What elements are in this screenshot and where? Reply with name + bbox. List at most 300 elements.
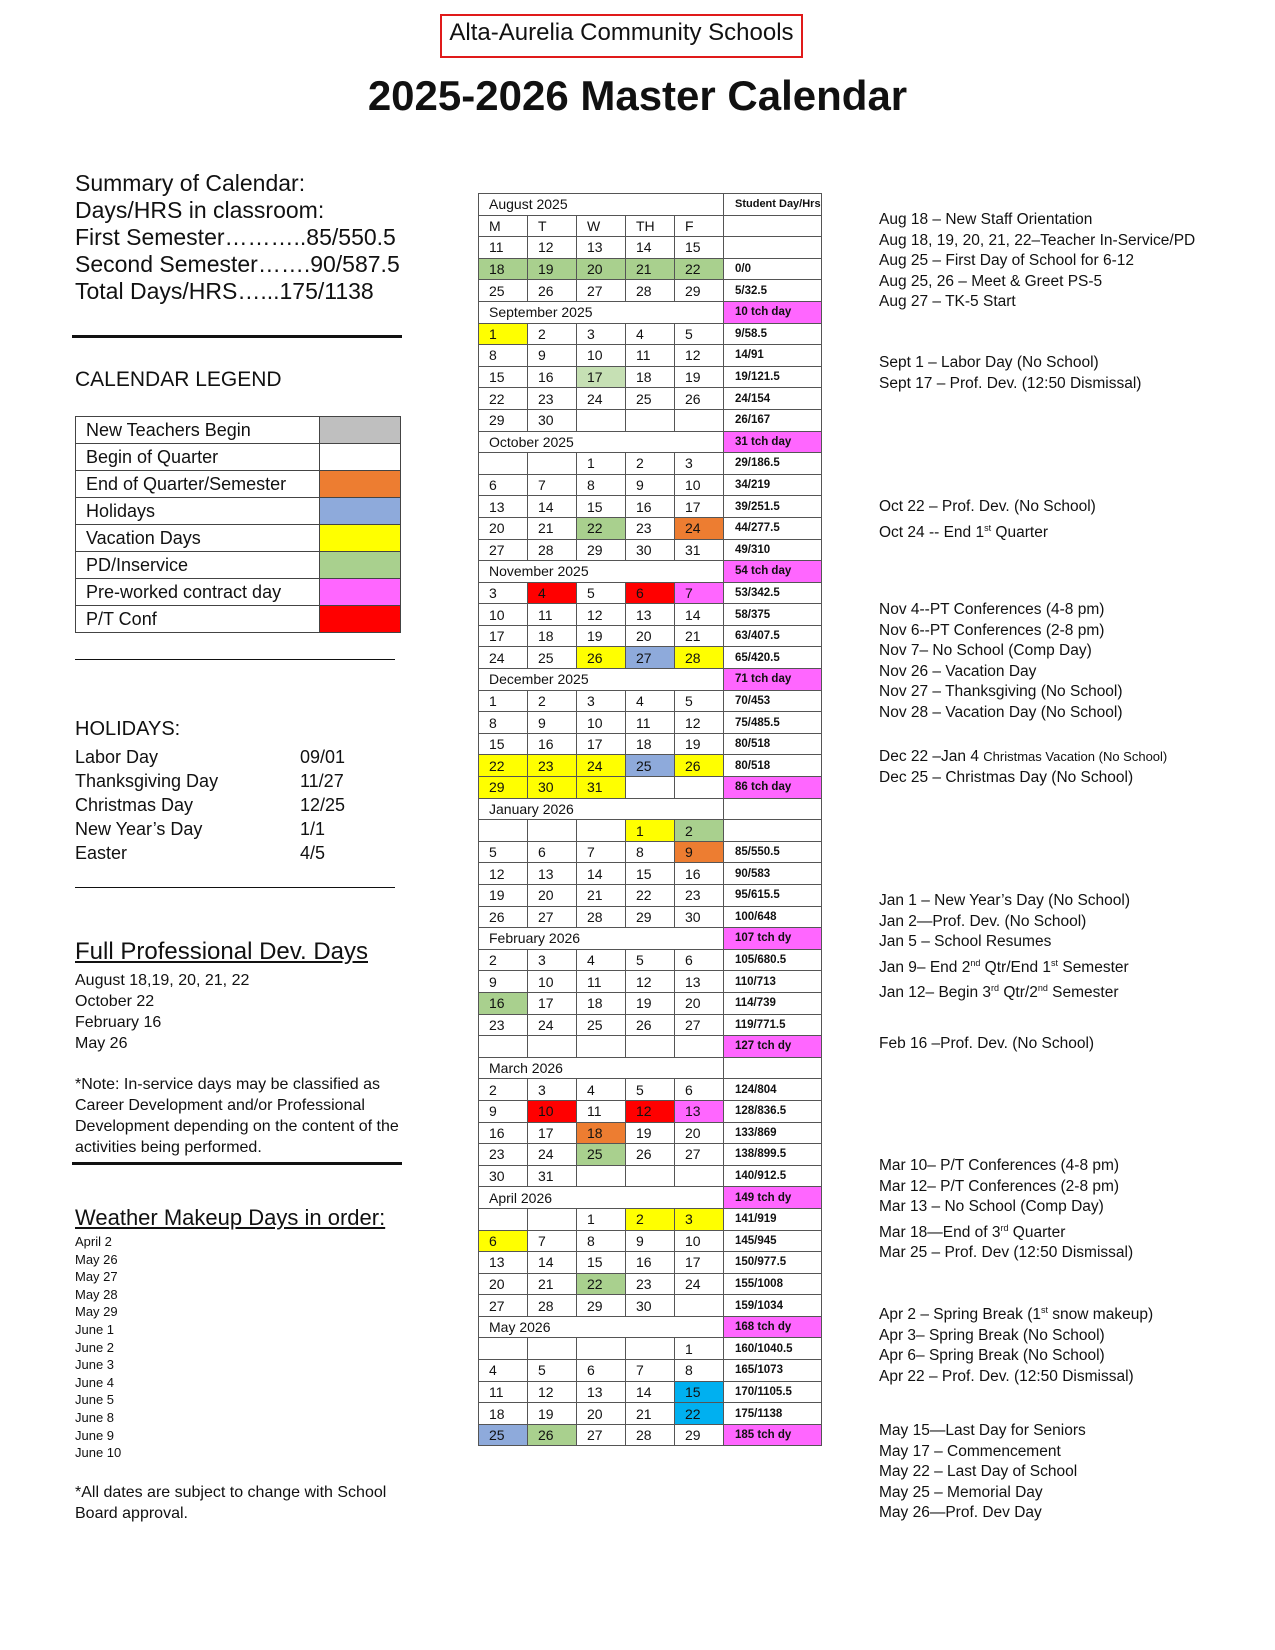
day-cell: 25 <box>479 1424 528 1446</box>
event-block <box>879 210 1195 313</box>
legend-title: CALENDAR LEGEND <box>75 368 282 391</box>
day-cell: 9 <box>626 1230 675 1252</box>
day-cell: 27 <box>675 1014 724 1036</box>
day-cell: 24 <box>479 647 528 669</box>
day-cell: 12 <box>528 1381 577 1403</box>
day-cell: 17 <box>577 733 626 755</box>
event-line: Mar 13 – No School (Comp Day) <box>879 1198 1104 1215</box>
day-cell: 20 <box>626 625 675 647</box>
day-cell <box>675 1165 724 1187</box>
event-block <box>879 1034 1094 1055</box>
summary-line: Total Days/HRS…...175/1138 <box>75 278 374 304</box>
day-cell: 2 <box>626 1208 675 1230</box>
week-row <box>479 582 822 604</box>
day-cell: 16 <box>675 863 724 885</box>
week-row <box>479 323 822 345</box>
day-cell: 28 <box>528 1295 577 1317</box>
event-block <box>879 1300 1153 1387</box>
week-row <box>479 690 822 712</box>
day-cell: 1 <box>626 820 675 842</box>
day-cell <box>528 453 577 475</box>
holiday-date: 4/5 <box>300 843 326 863</box>
day-cell: 27 <box>528 906 577 928</box>
student-day-hrs: 80/518 <box>724 755 822 777</box>
event-line: Sept 1 – Labor Day (No School) <box>879 354 1099 371</box>
week-row <box>479 1144 822 1166</box>
day-cell: 27 <box>479 539 528 561</box>
day-cell: 13 <box>626 604 675 626</box>
day-cell: 18 <box>577 1122 626 1144</box>
legend-swatch <box>320 444 401 471</box>
weather-day: May 27 <box>75 1269 118 1285</box>
event-line: May 25 – Memorial Day <box>879 1483 1043 1501</box>
month-header-row <box>479 194 822 216</box>
student-day-hrs <box>724 1057 822 1079</box>
day-cell: 1 <box>479 690 528 712</box>
day-cell: 22 <box>479 755 528 777</box>
week-row <box>479 971 822 993</box>
day-cell: 13 <box>577 237 626 259</box>
student-day-hrs: 26/167 <box>724 409 822 431</box>
day-cell <box>675 777 724 799</box>
legend-swatch <box>320 606 401 633</box>
day-cell: 11 <box>626 345 675 367</box>
holiday-row <box>75 817 405 841</box>
day-cell: 15 <box>479 366 528 388</box>
day-cell: 1 <box>577 453 626 475</box>
student-day-hrs: 24/154 <box>724 388 822 410</box>
day-cell: 23 <box>528 388 577 410</box>
day-cell: 9 <box>479 1100 528 1122</box>
day-cell: 18 <box>528 625 577 647</box>
student-day-hrs: 34/219 <box>724 474 822 496</box>
day-cell <box>577 409 626 431</box>
day-cell: 16 <box>626 1252 675 1274</box>
holiday-name: Thanksgiving Day <box>75 771 219 791</box>
student-day-hrs: 86 tch day <box>724 777 822 799</box>
event-line: Aug 25, 26 – Meet & Greet PS-5 <box>879 272 1103 290</box>
day-cell: 20 <box>479 1273 528 1295</box>
day-cell: 24 <box>675 517 724 539</box>
day-cell: 29 <box>626 906 675 928</box>
week-row <box>479 885 822 907</box>
day-cell: 4 <box>626 690 675 712</box>
day-cell: 17 <box>528 992 577 1014</box>
student-day-hrs: 70/453 <box>724 690 822 712</box>
day-cell: 24 <box>528 1014 577 1036</box>
month-header-row <box>479 1187 822 1209</box>
week-row <box>479 949 822 971</box>
day-cell: 5 <box>479 841 528 863</box>
month-header-row <box>479 928 822 950</box>
day-cell: 28 <box>626 1424 675 1446</box>
day-cell: 5 <box>528 1360 577 1382</box>
legend-swatch <box>320 525 401 552</box>
legend-swatch <box>320 417 401 444</box>
summary-line: First Semester………..85/550.5 <box>75 224 396 250</box>
student-day-hrs: 170/1105.5 <box>724 1381 822 1403</box>
day-cell <box>479 453 528 475</box>
day-cell: 19 <box>479 885 528 907</box>
week-row <box>479 604 822 626</box>
week-row <box>479 366 822 388</box>
student-day-hrs <box>724 798 822 820</box>
event-line: Jan 12– Begin 3rd Qtr/2nd Semester <box>879 983 1119 1002</box>
day-cell: 10 <box>675 1230 724 1252</box>
weather-day: May 26 <box>75 1251 118 1267</box>
day-cell: 18 <box>626 733 675 755</box>
day-cell <box>675 1036 724 1058</box>
month-label: April 2026 <box>479 1187 724 1209</box>
student-day-hrs: 127 tch dy <box>724 1036 822 1058</box>
day-cell: 25 <box>577 1014 626 1036</box>
day-cell: 21 <box>528 1273 577 1295</box>
holidays-title: HOLIDAYS: <box>75 718 181 740</box>
day-cell: 15 <box>675 237 724 259</box>
week-row <box>479 1122 822 1144</box>
day-cell <box>528 820 577 842</box>
holiday-date: 1/1 <box>300 819 326 839</box>
student-day-hrs: 124/804 <box>724 1079 822 1101</box>
month-label: October 2025 <box>479 431 724 453</box>
day-cell: 4 <box>577 1079 626 1101</box>
day-cell: 9 <box>675 841 724 863</box>
day-cell <box>479 1338 528 1360</box>
day-cell: 9 <box>479 971 528 993</box>
day-cell: 4 <box>528 582 577 604</box>
day-cell: 19 <box>528 258 577 280</box>
event-line: Mar 10– P/T Conferences (4-8 pm) <box>879 1157 1120 1174</box>
day-cell: 15 <box>626 863 675 885</box>
event-block <box>879 1156 1133 1264</box>
month-header-row <box>479 431 822 453</box>
event-line: Jan 9– End 2nd Qtr/End 1st Semester <box>879 957 1129 976</box>
event-line: Oct 22 – Prof. Dev. (No School) <box>879 498 1096 515</box>
day-cell: 30 <box>528 777 577 799</box>
event-line: Mar 18—End of 3rd Quarter <box>879 1222 1066 1241</box>
event-line: Aug 18, 19, 20, 21, 22–Teacher In-Service/PD <box>879 231 1196 249</box>
day-cell: 23 <box>675 885 724 907</box>
day-cell: 24 <box>577 755 626 777</box>
day-cell: 24 <box>528 1144 577 1166</box>
day-cell: 3 <box>675 453 724 475</box>
day-cell: 19 <box>675 733 724 755</box>
event-line: Mar 25 – Prof. Dev (12:50 Dismissal) <box>879 1244 1134 1262</box>
day-cell: 11 <box>479 1381 528 1403</box>
day-cell: 3 <box>577 690 626 712</box>
student-day-hrs: 114/739 <box>724 992 822 1014</box>
weather-day: June 8 <box>75 1409 115 1425</box>
divider <box>72 335 402 338</box>
holiday-name: New Year’s Day <box>75 819 203 839</box>
day-cell: 1 <box>479 323 528 345</box>
legend-label: New Teachers Begin <box>76 417 320 444</box>
day-cell: 29 <box>675 280 724 302</box>
day-cell <box>479 1208 528 1230</box>
weather-makeup-title: Weather Makeup Days in order: <box>75 1205 386 1230</box>
event-line: Apr 6– Spring Break (No School) <box>879 1347 1105 1365</box>
day-cell: 19 <box>528 1403 577 1425</box>
day-cell: 22 <box>626 885 675 907</box>
student-day-hrs: 53/342.5 <box>724 582 822 604</box>
student-day-hrs: 133/869 <box>724 1122 822 1144</box>
holiday-date: 11/27 <box>300 771 344 791</box>
week-row <box>479 777 822 799</box>
week-row <box>479 517 822 539</box>
event-line: Mar 12– P/T Conferences (2-8 pm) <box>879 1177 1120 1195</box>
day-cell: 11 <box>577 971 626 993</box>
event-line: Aug 18 – New Staff Orientation <box>879 211 1093 228</box>
day-cell: 21 <box>626 258 675 280</box>
master-calendar-table <box>478 193 822 1446</box>
day-cell: 25 <box>626 755 675 777</box>
week-row <box>479 258 822 280</box>
day-cell: 4 <box>577 949 626 971</box>
day-cell <box>675 409 724 431</box>
student-day-hrs: 107 tch dy <box>724 928 822 950</box>
day-cell: 22 <box>479 388 528 410</box>
day-cell: 18 <box>626 366 675 388</box>
week-row <box>479 539 822 561</box>
day-cell: 25 <box>479 280 528 302</box>
day-cell: 12 <box>626 971 675 993</box>
pd-note: *Note: In-service days may be classified as Career Development and/or Professional Development depending on the content of the activities being performed. <box>75 1076 399 1156</box>
legend-swatch <box>320 471 401 498</box>
day-cell: 15 <box>577 1252 626 1274</box>
event-line: Jan 1 – New Year’s Day (No School) <box>879 892 1131 909</box>
day-cell: 12 <box>675 345 724 367</box>
day-cell: 6 <box>626 582 675 604</box>
month-label: August 2025 <box>479 194 724 216</box>
student-day-hrs: 145/945 <box>724 1230 822 1252</box>
month-label: September 2025 <box>479 301 724 323</box>
event-line: Nov 26 – Vacation Day <box>879 662 1037 680</box>
day-cell: 20 <box>675 992 724 1014</box>
student-day-hrs: 141/919 <box>724 1208 822 1230</box>
month-label: May 2026 <box>479 1316 724 1338</box>
week-row <box>479 409 822 431</box>
month-header-row <box>479 669 822 691</box>
day-cell: 6 <box>528 841 577 863</box>
day-cell: 2 <box>528 690 577 712</box>
day-cell: 29 <box>675 1424 724 1446</box>
day-cell: 19 <box>626 1122 675 1144</box>
day-cell: T <box>528 215 577 237</box>
day-cell: 13 <box>675 971 724 993</box>
day-cell: 23 <box>479 1144 528 1166</box>
day-cell: 2 <box>626 453 675 475</box>
day-cell: 10 <box>528 971 577 993</box>
event-line: Aug 27 – TK-5 Start <box>879 293 1016 310</box>
legend-table <box>75 416 401 633</box>
day-cell: 17 <box>528 1122 577 1144</box>
holiday-name: Christmas Day <box>75 795 194 815</box>
day-cell: 13 <box>675 1100 724 1122</box>
student-day-hrs: 185 tch dy <box>724 1424 822 1446</box>
day-cell: 14 <box>675 604 724 626</box>
page-title: 2025-2026 Master Calendar <box>367 72 908 119</box>
student-day-hrs: 105/680.5 <box>724 949 822 971</box>
event-line: Nov 7– No School (Comp Day) <box>879 642 1092 659</box>
day-cell: 11 <box>528 604 577 626</box>
event-line: Jan 2—Prof. Dev. (No School) <box>879 912 1087 930</box>
student-day-hrs: 63/407.5 <box>724 625 822 647</box>
student-day-hrs: 160/1040.5 <box>724 1338 822 1360</box>
event-line: Apr 2 – Spring Break (1st snow makeup) <box>879 1305 1154 1324</box>
day-cell: 30 <box>675 906 724 928</box>
month-label: February 2026 <box>479 928 724 950</box>
day-cell: 4 <box>479 1360 528 1382</box>
week-row <box>479 1403 822 1425</box>
event-line: May 26—Prof. Dev Day <box>879 1504 1042 1521</box>
day-cell: 14 <box>626 237 675 259</box>
student-day-hrs: 10 tch day <box>724 301 822 323</box>
day-cell: 13 <box>479 1252 528 1274</box>
day-cell: 29 <box>577 1295 626 1317</box>
event-line: Nov 6--PT Conferences (2-8 pm) <box>879 621 1105 639</box>
week-row <box>479 841 822 863</box>
day-cell: 19 <box>675 366 724 388</box>
event-line: Sept 17 – Prof. Dev. (12:50 Dismissal) <box>879 374 1142 392</box>
day-cell: 12 <box>675 712 724 734</box>
weather-day: June 1 <box>75 1321 115 1337</box>
event-line: May 17 – Commencement <box>879 1442 1061 1460</box>
day-cell: 8 <box>577 1230 626 1252</box>
day-cell: 28 <box>577 906 626 928</box>
day-cell: 5 <box>675 323 724 345</box>
day-cell: 10 <box>528 1100 577 1122</box>
week-row <box>479 1273 822 1295</box>
day-cell: 19 <box>577 625 626 647</box>
day-cell: 10 <box>675 474 724 496</box>
week-row <box>479 215 822 237</box>
day-cell: 14 <box>528 1252 577 1274</box>
student-day-hrs: 165/1073 <box>724 1360 822 1382</box>
pd-days-list <box>75 970 405 1054</box>
student-day-hrs: 65/420.5 <box>724 647 822 669</box>
weather-day: June 2 <box>75 1339 115 1355</box>
student-day-hrs: 175/1138 <box>724 1403 822 1425</box>
day-cell: 21 <box>626 1403 675 1425</box>
divider <box>75 659 395 660</box>
holiday-date: 09/01 <box>300 747 346 767</box>
student-day-hrs: 31 tch day <box>724 431 822 453</box>
day-cell: 26 <box>577 647 626 669</box>
event-line: Nov 28 – Vacation Day (No School) <box>879 703 1123 721</box>
day-cell: 31 <box>675 539 724 561</box>
student-day-hrs: 150/977.5 <box>724 1252 822 1274</box>
week-row <box>479 647 822 669</box>
day-cell: 20 <box>528 885 577 907</box>
month-header-row <box>479 798 822 820</box>
week-row <box>479 1295 822 1317</box>
day-cell: 8 <box>626 841 675 863</box>
month-label: November 2025 <box>479 561 724 583</box>
day-cell: 7 <box>626 1360 675 1382</box>
day-cell: 26 <box>626 1014 675 1036</box>
day-cell <box>528 1338 577 1360</box>
day-cell: 6 <box>479 474 528 496</box>
day-cell: 21 <box>577 885 626 907</box>
day-cell: 30 <box>626 539 675 561</box>
left-column <box>75 170 405 1524</box>
day-cell: 11 <box>626 712 675 734</box>
event-line: Apr 22 – Prof. Dev. (12:50 Dismissal) <box>879 1367 1134 1385</box>
day-cell: 8 <box>675 1360 724 1382</box>
week-row <box>479 1360 822 1382</box>
month-header-row <box>479 1316 822 1338</box>
student-day-hrs: 140/912.5 <box>724 1165 822 1187</box>
student-day-hrs <box>724 215 822 237</box>
week-row <box>479 1014 822 1036</box>
day-cell: 14 <box>626 1381 675 1403</box>
student-day-hrs: Student Day/Hrs <box>724 194 822 216</box>
week-row <box>479 237 822 259</box>
day-cell: 3 <box>528 1079 577 1101</box>
week-row <box>479 755 822 777</box>
pd-day: May 26 <box>75 1035 128 1052</box>
day-cell: 11 <box>577 1100 626 1122</box>
day-cell: 3 <box>675 1208 724 1230</box>
day-cell: 20 <box>577 1403 626 1425</box>
day-cell: 30 <box>528 409 577 431</box>
day-cell <box>577 1165 626 1187</box>
month-label: December 2025 <box>479 669 724 691</box>
student-day-hrs: 29/186.5 <box>724 453 822 475</box>
day-cell: 16 <box>626 496 675 518</box>
weather-day: April 2 <box>75 1234 112 1249</box>
student-day-hrs: 44/277.5 <box>724 517 822 539</box>
holiday-row <box>75 745 405 769</box>
day-cell: 10 <box>479 604 528 626</box>
event-block <box>879 497 1096 543</box>
legend-label: Holidays <box>76 498 320 525</box>
week-row <box>479 1100 822 1122</box>
day-cell: 28 <box>675 647 724 669</box>
month-header-row <box>479 301 822 323</box>
day-cell: 9 <box>528 712 577 734</box>
summary-line: Days/HRS in classroom: <box>75 197 325 223</box>
day-cell: 23 <box>626 517 675 539</box>
student-day-hrs: 39/251.5 <box>724 496 822 518</box>
student-day-hrs: 54 tch day <box>724 561 822 583</box>
day-cell: 9 <box>528 345 577 367</box>
student-day-hrs: 119/771.5 <box>724 1014 822 1036</box>
day-cell: 18 <box>577 992 626 1014</box>
event-block <box>879 353 1141 394</box>
day-cell: 22 <box>577 517 626 539</box>
legend-swatch <box>320 552 401 579</box>
day-cell: 26 <box>626 1144 675 1166</box>
day-cell: 6 <box>577 1360 626 1382</box>
day-cell <box>479 820 528 842</box>
day-cell: 3 <box>577 323 626 345</box>
legend-swatch <box>320 498 401 525</box>
day-cell: 12 <box>577 604 626 626</box>
student-day-hrs: 80/518 <box>724 733 822 755</box>
day-cell: 11 <box>479 237 528 259</box>
divider <box>72 1162 402 1165</box>
holiday-name: Labor Day <box>75 747 159 767</box>
day-cell: 9 <box>626 474 675 496</box>
week-row <box>479 1381 822 1403</box>
day-cell: 1 <box>675 1338 724 1360</box>
student-day-hrs: 155/1008 <box>724 1273 822 1295</box>
day-cell: 10 <box>577 712 626 734</box>
day-cell: 21 <box>528 517 577 539</box>
student-day-hrs: 110/713 <box>724 971 822 993</box>
holiday-date: 12/25 <box>300 795 346 815</box>
